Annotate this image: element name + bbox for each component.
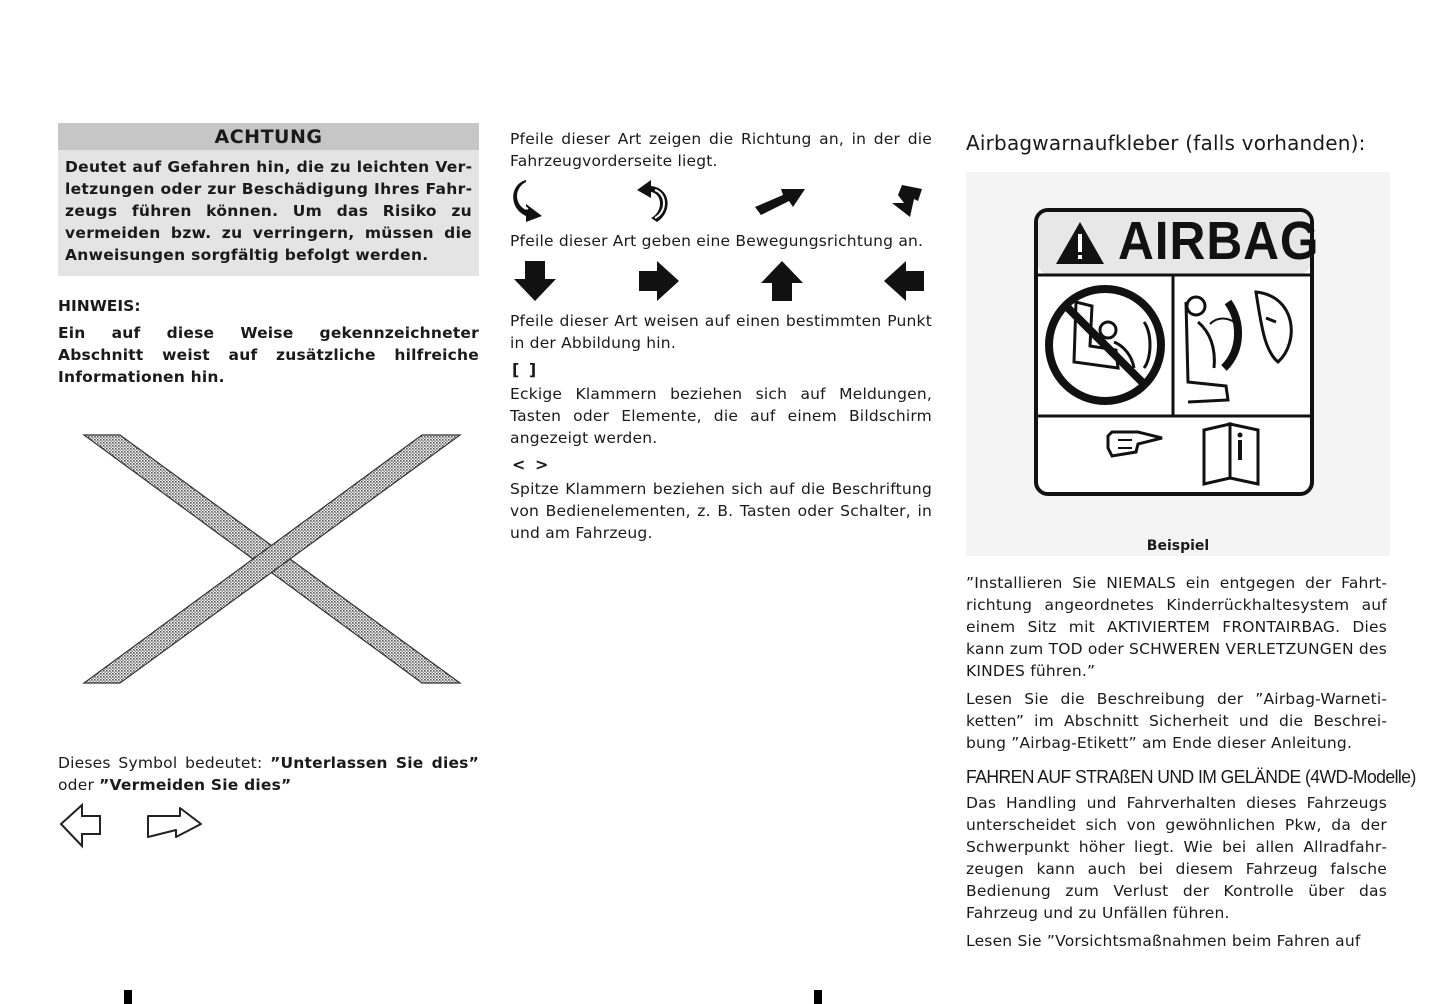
offroad-section-heading: FAHREN AUF STRAßEN UND IM GELÄNDE (4WD-Modelle) bbox=[966, 766, 1416, 787]
angle-brackets-symbol: < > bbox=[512, 455, 551, 474]
paragraph-movement-direction: Pfeile dieser Art geben eine Bewegungsrichtung an. bbox=[510, 232, 924, 250]
paragraph-square-brackets: Eckige Klammern beziehen sich auf Meldungen, Tasten oder Elemente, die auf einem Bildschirm angezeigt werden. bbox=[510, 385, 932, 447]
figure-caption: Beispiel bbox=[1146, 538, 1210, 554]
square-brackets-symbol: [ ] bbox=[512, 360, 539, 379]
manual-book-icon bbox=[1204, 424, 1258, 484]
x-cross-icon bbox=[82, 433, 462, 687]
curved-arrow-down-icon bbox=[512, 178, 552, 224]
crop-mark bbox=[124, 990, 132, 1004]
symbol-middle: oder bbox=[58, 776, 100, 794]
achtung-text: Deutet auf Gefahren hin, die zu leichten Verletzungen oder zur Beschädigung Ihres Fahrzeugs führen können. Um das Risiko zu vermeiden bzw. zu verringern, müssen die Anweisungen sorgfältig befolgt werden. bbox=[65, 158, 472, 264]
curved-arrow-up-icon bbox=[633, 178, 673, 224]
paragraph-front-direction: Pfeile dieser Art zeigen die Richtung an, in der die Fahrzeugvorderseite liegt. bbox=[510, 130, 932, 170]
airbag-warning-label-figure bbox=[966, 172, 1390, 556]
hinweis-label: HINWEIS: bbox=[58, 297, 141, 315]
outline-arrow-diagonal-icon bbox=[148, 808, 201, 837]
outline-arrow-left-icon bbox=[61, 805, 100, 846]
airbag-section-title: Airbagwarnaufkleber (falls vorhanden): bbox=[966, 131, 1366, 155]
paragraph-airbag-reference: Lesen Sie die Beschreibung der ”Airbag-Warnetiketten” im Abschnitt Sicherheit und die Beschreibung ”Airbag-Etikett” am Ende dieser Anleitung. bbox=[966, 690, 1387, 752]
symbol-meaning-text bbox=[58, 752, 479, 796]
crop-mark bbox=[814, 990, 822, 1004]
arrow-left-icon bbox=[882, 259, 928, 303]
curved-arrow-row bbox=[510, 176, 932, 226]
arrow-up-icon bbox=[759, 259, 805, 303]
paragraph-niemals-warning: ”Installieren Sie NIEMALS ein entgegen der Fahrtrichtung angeordnetes Kinderrückhaltesystem auf einem Sitz mit AKTIVIERTEM FRONTAIRBAG. Dies kann zum TOD oder SCHWEREN VERLETZUNGEN des KINDES führen.” bbox=[966, 574, 1387, 680]
paragraph-angle-brackets: Spitze Klammern beziehen sich auf die Beschriftung von Bedienelementen, z. B. Tasten oder Schalter, in und am Fahrzeug. bbox=[510, 480, 932, 542]
airbag-label-word: AIRBAG bbox=[1118, 211, 1320, 271]
solid-arrow-row bbox=[510, 256, 932, 306]
outline-arrows-group bbox=[58, 802, 208, 852]
achtung-box bbox=[58, 123, 479, 276]
left-column bbox=[58, 123, 479, 388]
paragraph-point-arrows: Pfeile dieser Art weisen auf einen bestimmten Punkt in der Abbildung hin. bbox=[510, 312, 932, 352]
arrow-right-icon bbox=[635, 259, 681, 303]
symbol-bold-2: ”Vermeiden Sie dies” bbox=[99, 776, 292, 794]
middle-column bbox=[510, 128, 932, 544]
right-column bbox=[966, 128, 1416, 952]
hinweis-text: Ein auf diese Weise gekennzeichneter Abschnitt weist auf zusätzliche hilfreiche Informationen hin. bbox=[58, 324, 479, 386]
achtung-heading: ACHTUNG bbox=[58, 123, 479, 150]
paragraph-handling: Das Handling und Fahrverhalten dieses Fahrzeugs unterscheidet sich von gewöhnlichen Pkw, da der Schwerpunkt höher liegt. Wie bei allen Allradfahrzeugen kann auch bei diesem Fahrzeug falsche Bedienung zum Verlust der Kontrolle über das Fahrzeug und zu Unfällen führen. bbox=[966, 794, 1387, 922]
symbol-prefix: Dieses Symbol bedeutet: bbox=[58, 754, 271, 772]
paragraph-read-precautions: Lesen Sie ”Vorsichtsmaßnahmen beim Fahren auf bbox=[966, 932, 1361, 950]
diagonal-arrow-icon bbox=[753, 181, 807, 221]
symbol-bold-1: ”Unterlassen Sie dies” bbox=[270, 754, 479, 772]
diagonal-down-arrow-icon bbox=[888, 181, 928, 221]
prohibited-child-seat-icon bbox=[1049, 289, 1161, 401]
arrow-down-icon bbox=[512, 259, 558, 303]
